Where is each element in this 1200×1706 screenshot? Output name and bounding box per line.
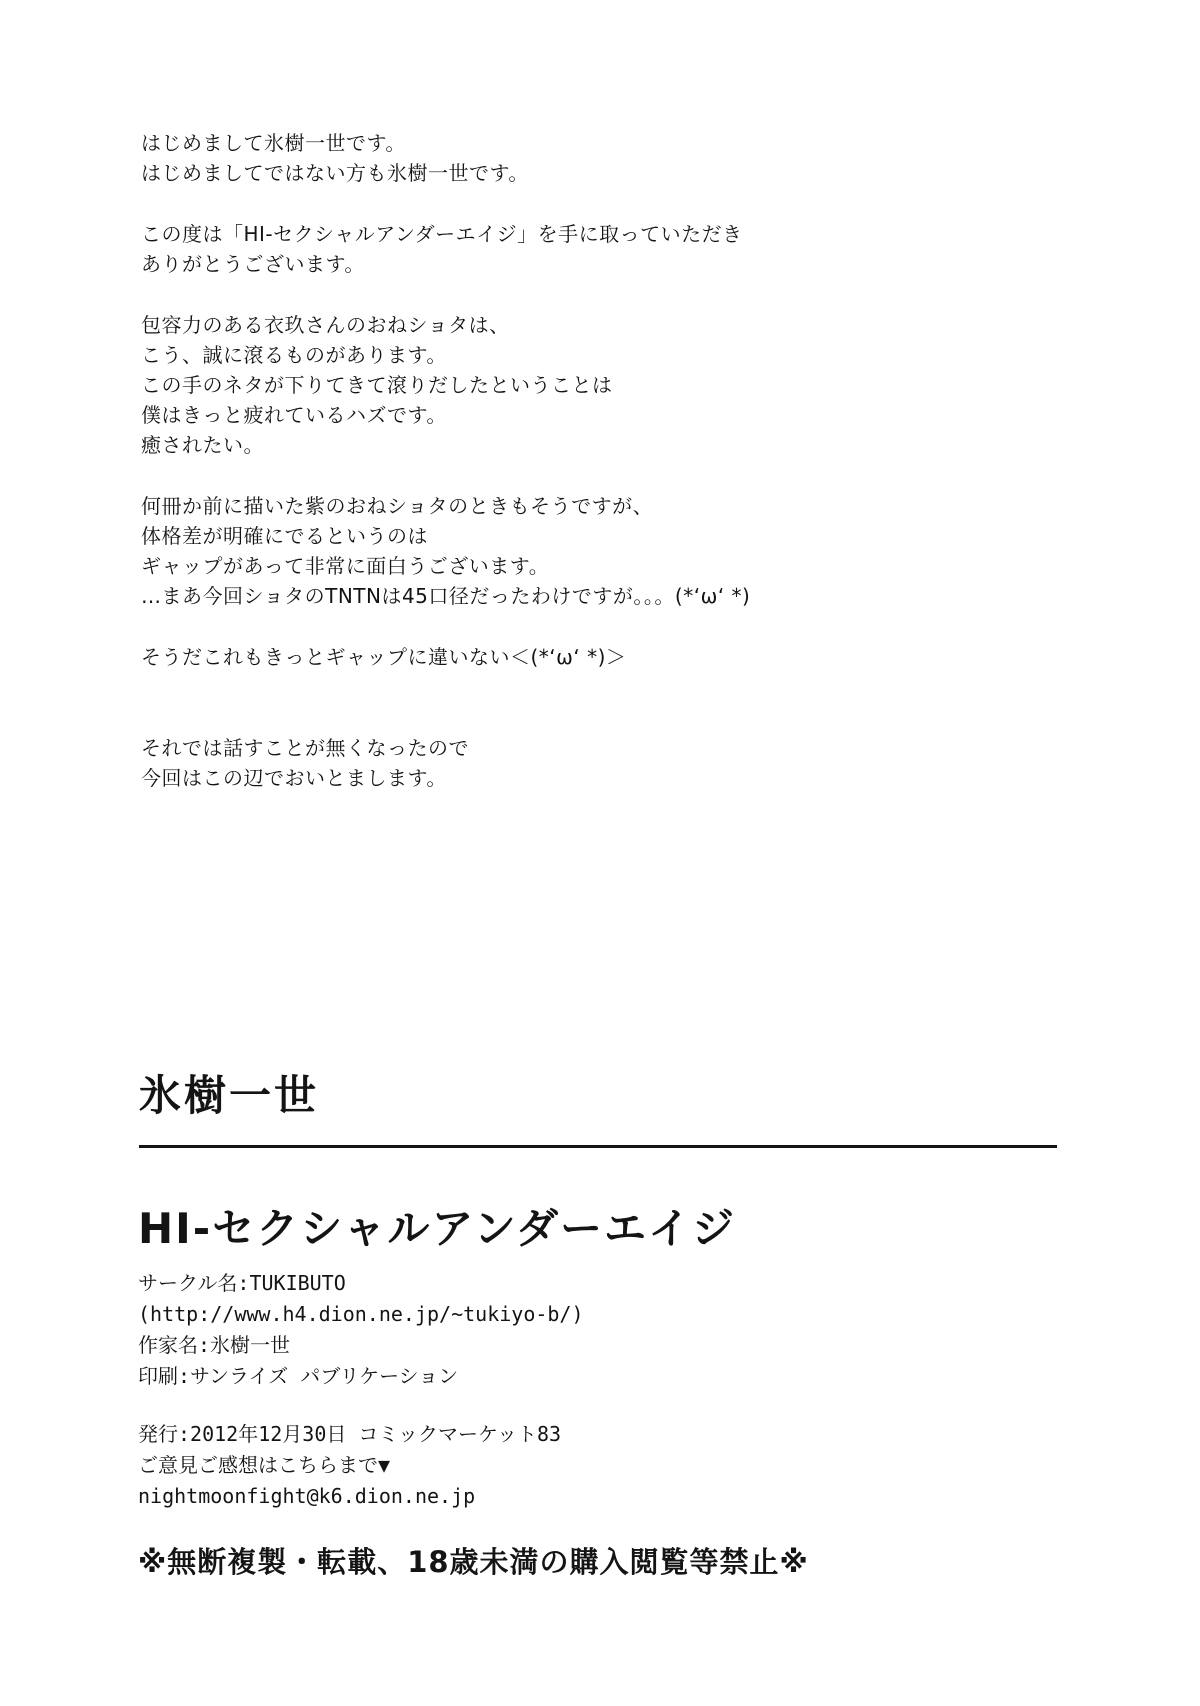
printer-name: 印刷:サンライズ パブリケーション xyxy=(138,1364,459,1388)
copyright-notice: ※無断複製・転載、18歳未満の購入閲覧等禁止※ xyxy=(138,1545,809,1579)
text-line: この手のネタが下りてきて滾りだしたということは xyxy=(141,373,613,397)
author-signature: 氷樹一世 xyxy=(139,1071,320,1120)
paragraph-greeting xyxy=(141,128,1101,188)
publication-info xyxy=(138,1268,1078,1392)
paragraph-yukari xyxy=(141,491,1101,611)
afterword-text xyxy=(141,128,1101,824)
text-line: そうだこれもきっとギャップに違いない＜(*‘ω‘ *)＞ xyxy=(141,645,627,669)
paragraph-thanks xyxy=(141,219,1101,279)
circle-url: (http://www.h4.dion.ne.jp/~tukiyo-b/) xyxy=(138,1302,584,1326)
feedback-label: ご意見ご感想はこちらまで▼ xyxy=(138,1453,391,1477)
text-line: 包容力のある衣玖さんのおねショタは、 xyxy=(141,313,510,337)
text-line: はじめましてではない方も氷樹一世です。 xyxy=(141,161,529,185)
text-line: 何冊か前に描いた紫のおねショタのときもそうですが、 xyxy=(141,494,654,518)
text-line: それでは話すことが無くなったので xyxy=(141,736,469,760)
paragraph-gap xyxy=(141,642,1101,672)
text-line: こう、誠に滾るものがあります。 xyxy=(141,343,447,367)
paragraph-iku xyxy=(141,310,1101,460)
text-line: …まあ今回ショタのTNTNは45口径だったわけですが。。。(*‘ω‘ *) xyxy=(141,584,751,608)
book-title: HI-セクシャルアンダーエイジ xyxy=(138,1204,737,1253)
issue-date: 発行:2012年12月30日 コミックマーケット83 xyxy=(138,1422,562,1446)
divider xyxy=(139,1145,1057,1148)
paragraph-closing xyxy=(141,733,1101,793)
circle-name: サークル名:TUKIBUTO xyxy=(138,1271,346,1295)
text-line: 今回はこの辺でおいとまします。 xyxy=(141,766,447,790)
text-line: 癒されたい。 xyxy=(141,433,264,457)
text-line: 体格差が明確にでるというのは xyxy=(141,524,428,548)
author-name: 作家名:氷樹一世 xyxy=(138,1333,291,1357)
text-line: ありがとうございます。 xyxy=(141,252,365,276)
text-line: はじめまして氷樹一世です。 xyxy=(141,131,406,155)
text-line: 僕はきっと疲れているハズです。 xyxy=(141,403,447,427)
text-line: この度は「HI-セクシャルアンダーエイジ」を手に取っていただき xyxy=(141,222,743,246)
contact-info xyxy=(138,1419,1078,1512)
colophon xyxy=(138,1202,1078,1582)
contact-email: nightmoonfight@k6.dion.ne.jp xyxy=(138,1484,476,1508)
text-line: ギャップがあって非常に面白うございます。 xyxy=(141,554,550,578)
